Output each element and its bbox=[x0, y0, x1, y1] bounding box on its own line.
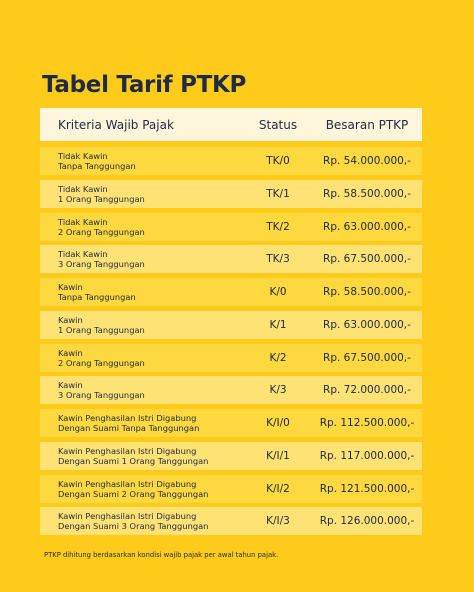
table-row bbox=[40, 278, 422, 306]
table-row bbox=[40, 344, 422, 372]
amount-cell: Rp. 58.500.000,- bbox=[323, 187, 411, 200]
criteria-line-2: Tanpa Tanggungan bbox=[58, 161, 136, 171]
criteria-cell bbox=[40, 315, 244, 335]
status-cell: K/I/0 bbox=[266, 417, 290, 429]
amount-cell: Rp. 58.500.000,- bbox=[323, 286, 411, 298]
ptkp-table bbox=[40, 108, 422, 540]
status-cell: TK/3 bbox=[266, 253, 290, 266]
status-cell: TK/2 bbox=[266, 220, 290, 233]
header-amount: Besaran PTKP bbox=[325, 117, 409, 132]
criteria-line-1: Kawin bbox=[58, 314, 83, 325]
criteria-line-1: Kawin Penghasilan Istri Digabung bbox=[58, 413, 197, 423]
status-cell: K/I/3 bbox=[266, 515, 290, 528]
amount-cell: Rp. 112.500.000,- bbox=[319, 417, 415, 429]
criteria-line-2: 1 Orang Tanggungan bbox=[58, 193, 145, 204]
criteria-line-1: Kawin bbox=[58, 380, 83, 391]
table-header bbox=[40, 108, 422, 141]
table-row bbox=[40, 245, 422, 273]
criteria-line-2: Dengan Suami Tanpa Tanggungan bbox=[58, 423, 200, 433]
criteria-cell bbox=[40, 348, 244, 368]
amount-cell: Rp. 67.500.000,- bbox=[323, 253, 411, 266]
table-row bbox=[40, 311, 422, 339]
criteria-cell bbox=[40, 413, 244, 433]
criteria-line-1: Kawin Penghasilan Istri Digabung bbox=[58, 445, 197, 456]
criteria-line-2: Tanpa Tanggungan bbox=[58, 292, 136, 302]
amount-cell: Rp. 121.500.000,- bbox=[319, 482, 415, 495]
table-row bbox=[40, 475, 422, 503]
criteria-line-1: Kawin Penghasilan Istri Digabung bbox=[58, 478, 197, 489]
table-row bbox=[40, 507, 422, 535]
table-row bbox=[40, 409, 422, 437]
table-row bbox=[40, 213, 422, 241]
criteria-line-2: Dengan Suami 2 Orang Tanggungan bbox=[58, 488, 209, 499]
table-row bbox=[40, 147, 422, 175]
amount-cell: Rp. 54.000.000,- bbox=[323, 155, 411, 167]
criteria-line-1: Tidak Kawin bbox=[58, 249, 108, 260]
header-criteria: Kriteria Wajib Pajak bbox=[58, 117, 174, 132]
criteria-line-2: 3 Orang Tanggungan bbox=[58, 259, 145, 270]
criteria-line-2: Dengan Suami 3 Orang Tanggungan bbox=[58, 521, 209, 532]
status-cell: K/1 bbox=[269, 318, 287, 331]
criteria-cell bbox=[40, 380, 244, 400]
amount-cell: Rp. 126.000.000,- bbox=[319, 515, 415, 528]
criteria-line-1: Kawin Penghasilan Istri Digabung bbox=[58, 511, 197, 522]
criteria-line-2: 2 Orang Tanggungan bbox=[58, 357, 145, 368]
criteria-cell bbox=[40, 479, 244, 499]
criteria-line-1: Kawin bbox=[58, 282, 83, 292]
amount-cell: Rp. 67.500.000,- bbox=[323, 351, 411, 364]
header-status: Status bbox=[258, 117, 298, 132]
criteria-cell bbox=[40, 511, 244, 531]
status-cell: K/I/1 bbox=[266, 449, 290, 462]
amount-cell: Rp. 72.000.000,- bbox=[323, 384, 411, 397]
criteria-line-1: Tidak Kawin bbox=[58, 216, 108, 227]
status-cell: K/2 bbox=[269, 351, 287, 364]
table-row bbox=[40, 376, 422, 404]
amount-cell: Rp. 63.000.000,- bbox=[323, 318, 411, 331]
criteria-line-2: Dengan Suami 1 Orang Tanggungan bbox=[58, 455, 209, 466]
status-cell: TK/0 bbox=[266, 155, 290, 167]
page-title: Tabel Tarif PTKP bbox=[42, 72, 247, 98]
status-cell: K/0 bbox=[269, 286, 287, 298]
criteria-cell bbox=[40, 282, 244, 302]
table-row bbox=[40, 442, 422, 470]
table-row bbox=[40, 180, 422, 208]
footnote: PTKP dihitung berdasarkan kondisi wajib pajak per awal tahun pajak. bbox=[44, 551, 279, 559]
criteria-line-2: 2 Orang Tanggungan bbox=[58, 226, 145, 237]
criteria-cell bbox=[40, 151, 244, 171]
status-cell: K/I/2 bbox=[266, 482, 290, 495]
criteria-cell bbox=[40, 446, 244, 466]
criteria-cell bbox=[40, 249, 244, 269]
criteria-line-2: 1 Orang Tanggungan bbox=[58, 324, 145, 335]
criteria-line-1: Tidak Kawin bbox=[58, 183, 108, 194]
amount-cell: Rp. 63.000.000,- bbox=[323, 220, 411, 233]
amount-cell: Rp. 117.000.000,- bbox=[319, 449, 415, 462]
table-body bbox=[40, 147, 422, 535]
status-cell: K/3 bbox=[269, 384, 287, 397]
criteria-line-1: Kawin bbox=[58, 347, 83, 358]
criteria-line-1: Tidak Kawin bbox=[58, 151, 108, 161]
criteria-line-2: 3 Orang Tanggungan bbox=[58, 390, 145, 401]
criteria-cell bbox=[40, 217, 244, 237]
criteria-cell bbox=[40, 184, 244, 204]
status-cell: TK/1 bbox=[266, 187, 290, 200]
